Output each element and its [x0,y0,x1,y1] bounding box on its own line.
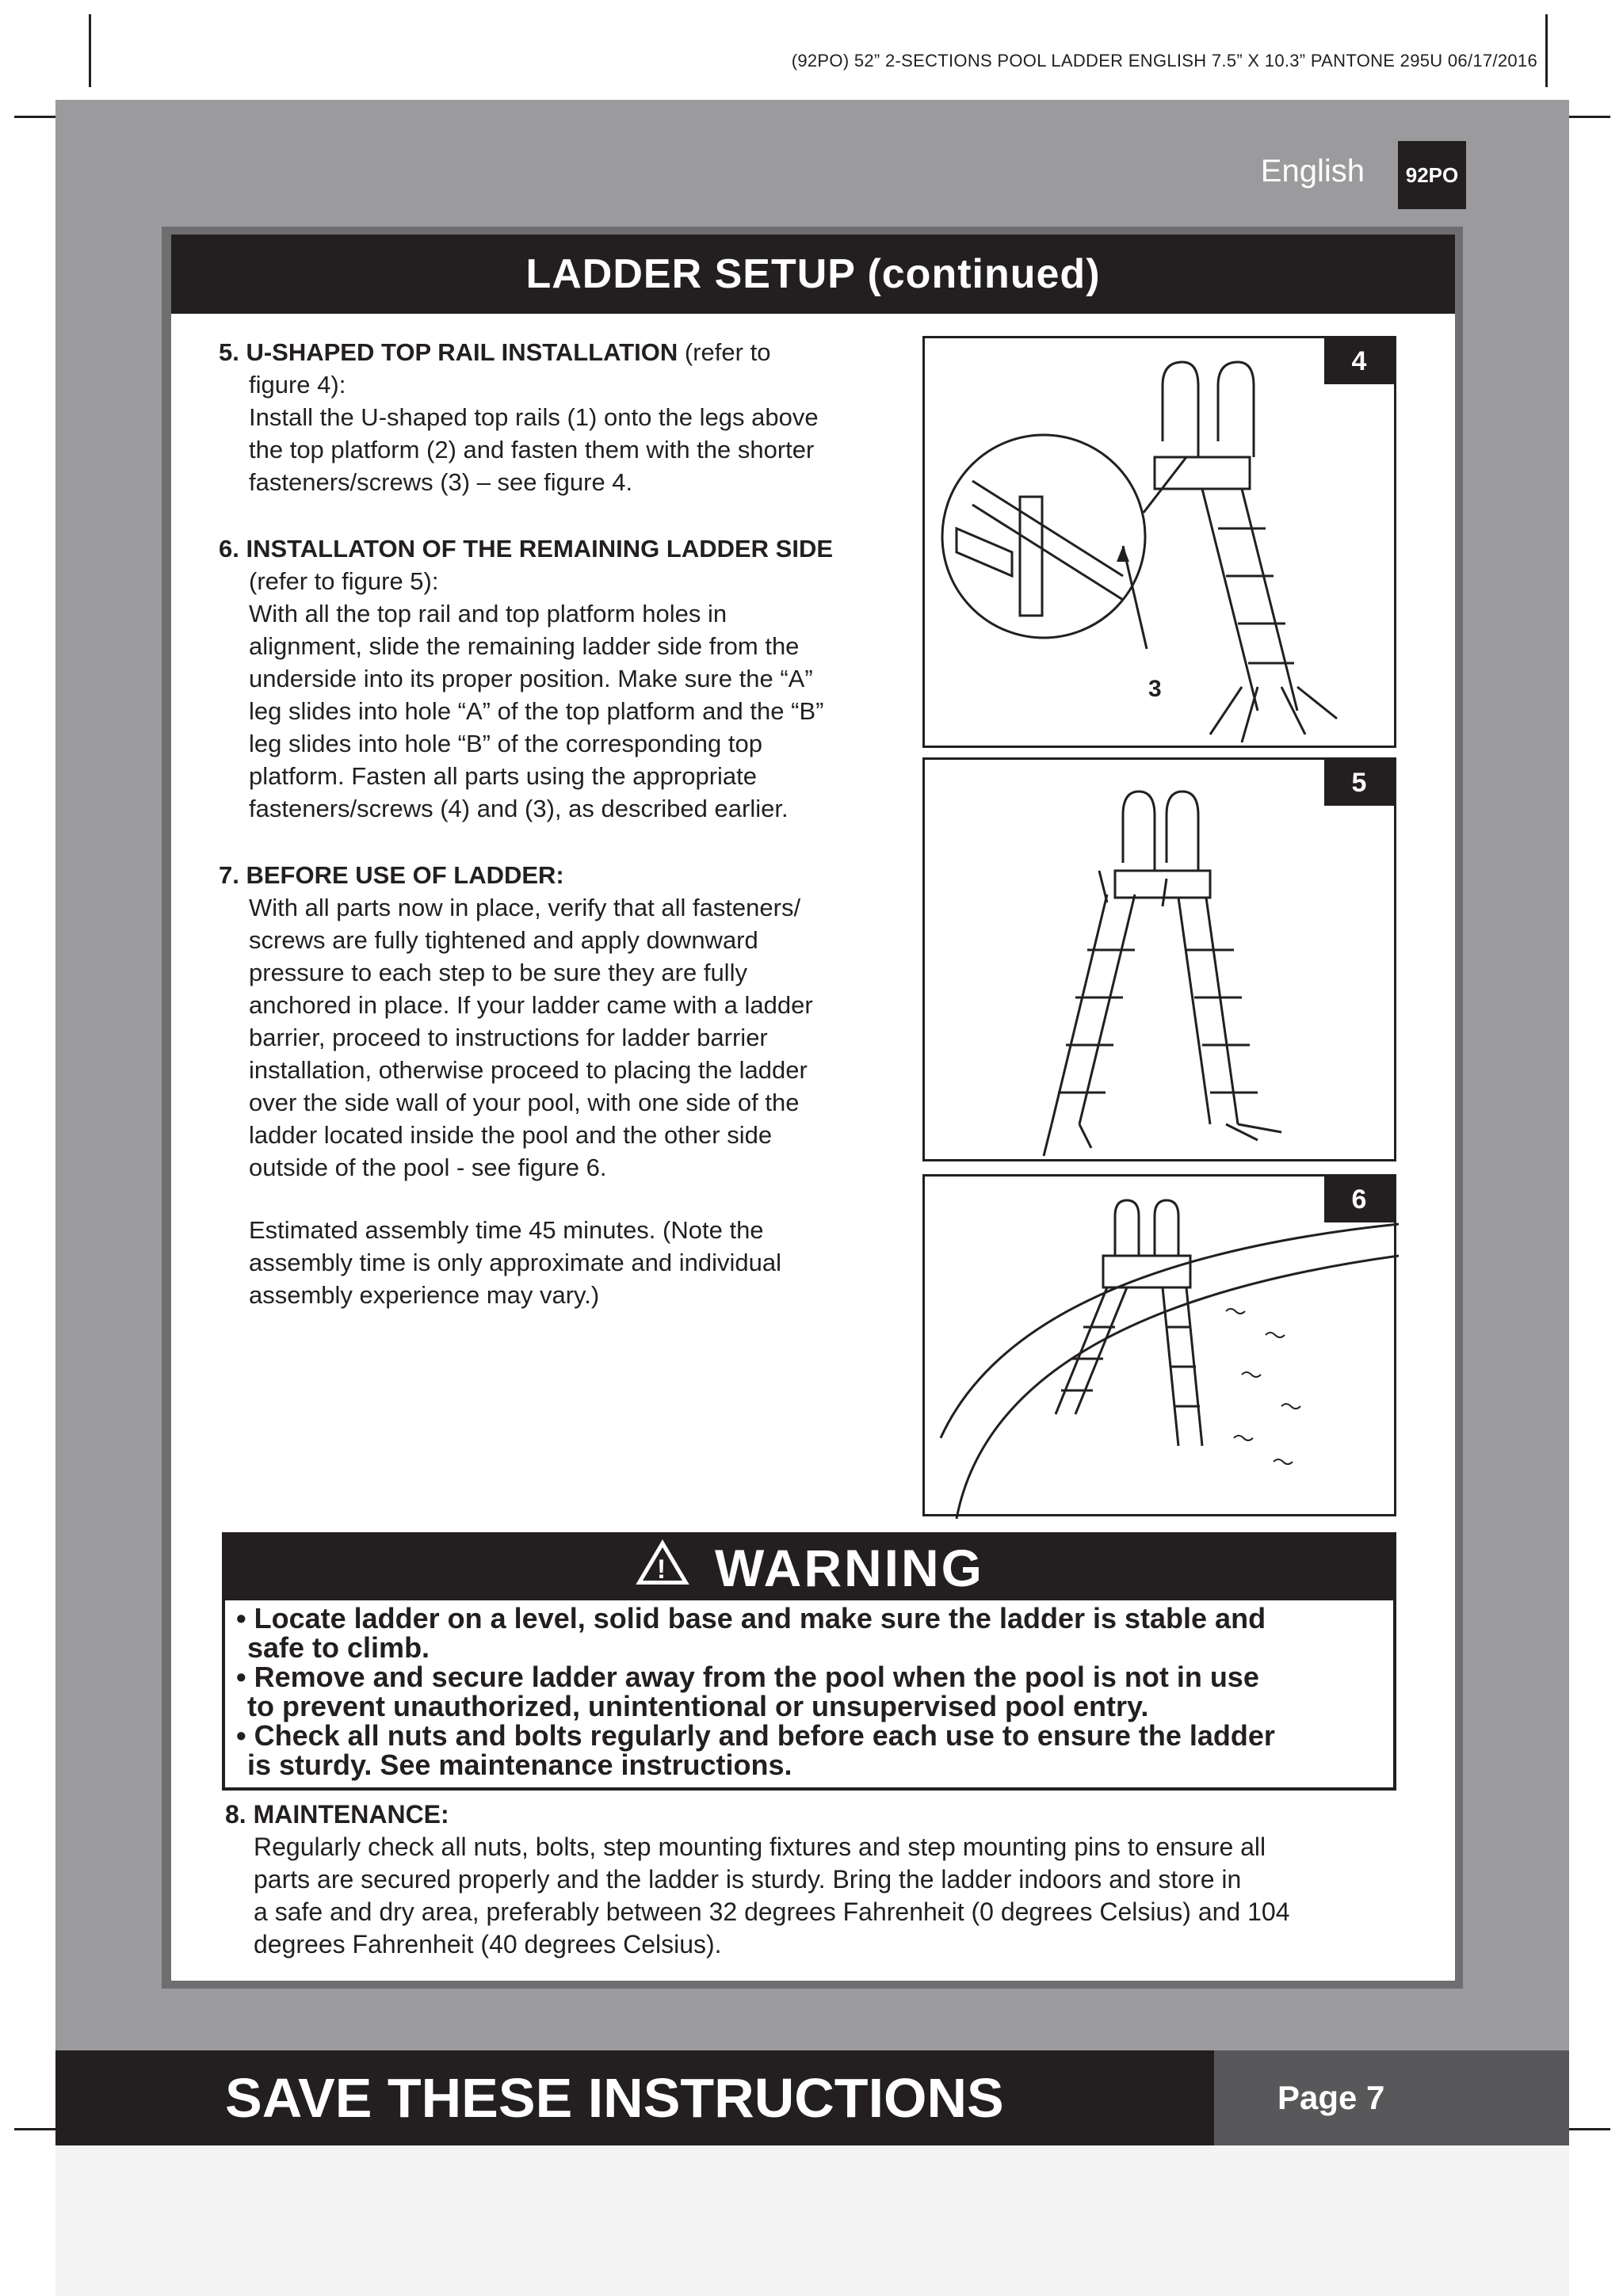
warning-item: • Check all nuts and bolts regularly and before each use to ensure the ladder [236,1719,1275,1752]
step-line: Install the U-shaped top rails (1) onto the legs above [249,403,819,431]
step-heading-suffix: (refer to [678,338,771,366]
step-7 [219,859,916,1184]
step-line: (refer to figure 5): [249,567,439,595]
figure-number: 4 [1324,338,1394,384]
step-heading: 7. BEFORE USE OF LADDER: [219,861,564,889]
step-line: ladder located inside the pool and the other side [249,1121,773,1149]
step-line: underside into its proper position. Make sure the “A” [249,665,813,692]
step-line: the top platform (2) and fasten them with the shorter [249,436,815,463]
maintenance-heading: 8. MAINTENANCE: [225,1800,449,1829]
maintenance-line: parts are secured properly and the ladder is sturdy. Bring the ladder indoors and store in [254,1865,1242,1894]
footer-title: SAVE THESE INSTRUCTIONS [225,2067,1004,2129]
crop-mark [89,14,91,87]
ladder-in-pool-illustration [925,1177,1399,1519]
callout-3: 3 [1148,676,1162,702]
warning-triangle-icon [634,1538,691,1599]
step-line: leg slides into hole “A” of the top platform and the “B” [249,697,824,725]
step-line: screws are fully tightened and apply downward [249,926,758,954]
section-title: LADDER SETUP (continued) [171,235,1455,314]
figure-4 [922,336,1396,748]
figure-number: 5 [1324,760,1394,806]
step-line: fasteners/screws (4) and (3), as described earlier. [249,795,789,822]
warning-box [222,1532,1396,1791]
step-line: fasteners/screws (3) – see figure 4. [249,468,633,496]
step-line: figure 4): [249,371,346,399]
warning-item-cont: to prevent unauthorized, unintentional or unsupervised pool entry. [247,1690,1149,1722]
ladder-top-rail-illustration [925,338,1399,750]
figure-number: 6 [1324,1177,1394,1222]
svg-text:!: ! [656,1554,669,1585]
warning-title: WARNING [715,1539,984,1597]
step-line: over the side wall of your pool, with one side of the [249,1089,800,1116]
page-number: Page 7 [1214,2050,1569,2145]
warning-header [225,1535,1393,1600]
step-line: alignment, slide the remaining ladder side from the [249,632,800,660]
step-line: installation, otherwise proceed to placing the ladder [249,1056,808,1084]
warning-item-cont: is sturdy. See maintenance instructions. [247,1749,792,1781]
step-line: leg slides into hole “B” of the corresponding top [249,730,762,757]
warning-item-cont: safe to climb. [247,1631,430,1664]
language-label: English [1260,154,1365,189]
step-heading: 5. U-SHAPED TOP RAIL INSTALLATION [219,338,678,366]
model-code-badge: 92PO [1398,141,1466,209]
step-line: barrier, proceed to instructions for ladder barrier [249,1024,768,1051]
step-line: With all parts now in place, verify that all fasteners/ [249,894,801,921]
step-line: pressure to each step to be sure they are fully [249,959,747,986]
warning-list [236,1604,1377,1779]
maintenance-line: Regularly check all nuts, bolts, step mounting fixtures and step mounting pins to ensure all [254,1833,1266,1861]
step-5 [219,336,916,498]
ladder-assembly-illustration [925,760,1399,1164]
note-line: assembly time is only approximate and individual [249,1249,781,1276]
note-line: assembly experience may vary.) [249,1281,600,1309]
maintenance-line: degrees Fahrenheit (40 degrees Celsius). [254,1930,722,1958]
maintenance-line: a safe and dry area, preferably between 32 degrees Fahrenheit (0 degrees Celsius) and 104 [254,1897,1290,1926]
figure-5 [922,757,1396,1161]
step-heading: 6. INSTALLATON OF THE REMAINING LADDER SIDE [219,535,834,563]
crop-mark [1545,14,1548,87]
figure-6 [922,1174,1396,1516]
print-spec-line: (92PO) 52” 2-SECTIONS POOL LADDER ENGLISH 7.5” X 10.3” PANTONE 295U 06/17/2016 [791,51,1537,71]
warning-item: • Remove and secure ladder away from the pool when the pool is not in use [236,1661,1259,1693]
step-line: platform. Fasten all parts using the appropriate [249,762,758,790]
step-line: anchored in place. If your ladder came with a ladder [249,991,813,1019]
assembly-note [219,1214,916,1311]
warning-item: • Locate ladder on a level, solid base and make sure the ladder is stable and [236,1602,1266,1634]
step-line: With all the top rail and top platform holes in [249,600,727,627]
bottom-margin [55,2145,1569,2296]
note-line: Estimated assembly time 45 minutes. (Note the [249,1216,764,1244]
step-line: outside of the pool - see figure 6. [249,1154,607,1181]
maintenance-section [225,1798,1414,1961]
step-6 [219,532,916,825]
